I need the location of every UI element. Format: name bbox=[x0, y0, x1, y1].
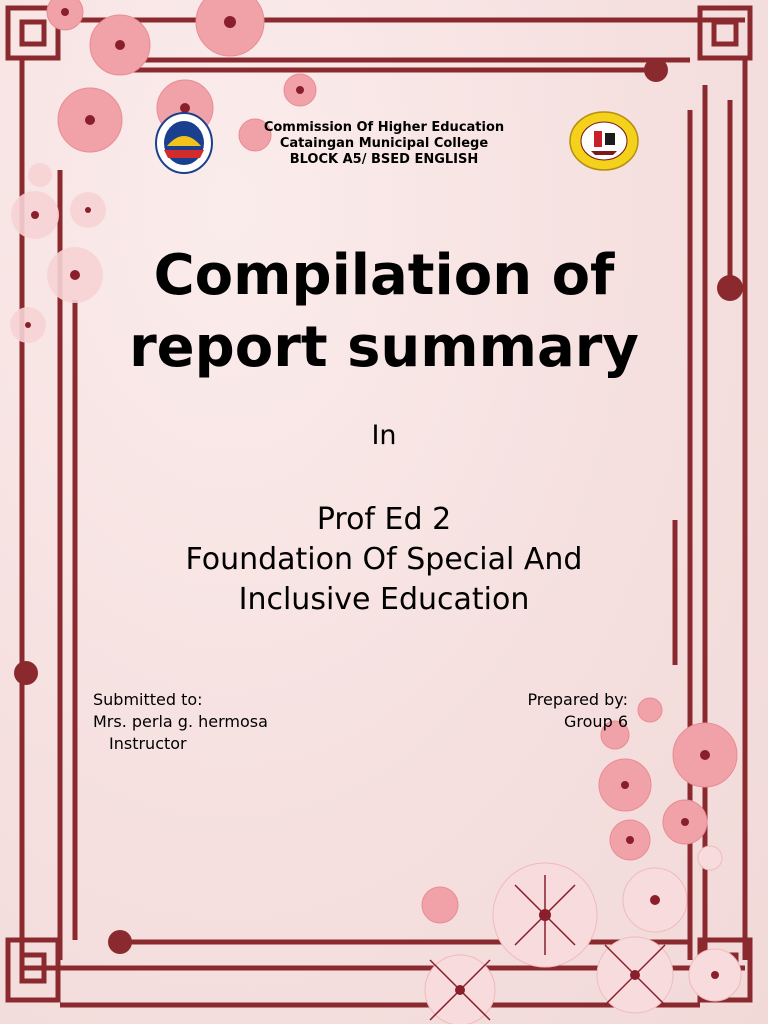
college-name: Cataingan Municipal College bbox=[279, 136, 489, 151]
commission-name: Commission Of Higher Education bbox=[263, 120, 505, 135]
prepared-by-block bbox=[500, 689, 628, 733]
submitted-to-block bbox=[93, 689, 268, 755]
page-title bbox=[0, 240, 768, 384]
instructor-role: Instructor bbox=[109, 734, 187, 753]
group-name: Group 6 bbox=[564, 712, 628, 731]
course-info bbox=[0, 500, 768, 620]
connector-text: In bbox=[371, 420, 397, 451]
block-section: BLOCK A5/ BSED ENGLISH bbox=[289, 152, 479, 167]
title-line-1: Compilation of bbox=[153, 243, 615, 308]
cherry-blossom-icon bbox=[422, 698, 741, 1024]
course-name-line-1: Foundation Of Special And bbox=[185, 542, 583, 577]
submitted-label: Submitted to: bbox=[93, 690, 203, 709]
course-name-line-2: Inclusive Education bbox=[238, 582, 530, 617]
institution-header bbox=[0, 120, 768, 168]
instructor-name: Mrs. perla g. hermosa bbox=[93, 712, 268, 731]
prepared-label: Prepared by: bbox=[527, 690, 628, 709]
title-line-2: report summary bbox=[129, 315, 639, 380]
course-code: Prof Ed 2 bbox=[316, 502, 452, 537]
